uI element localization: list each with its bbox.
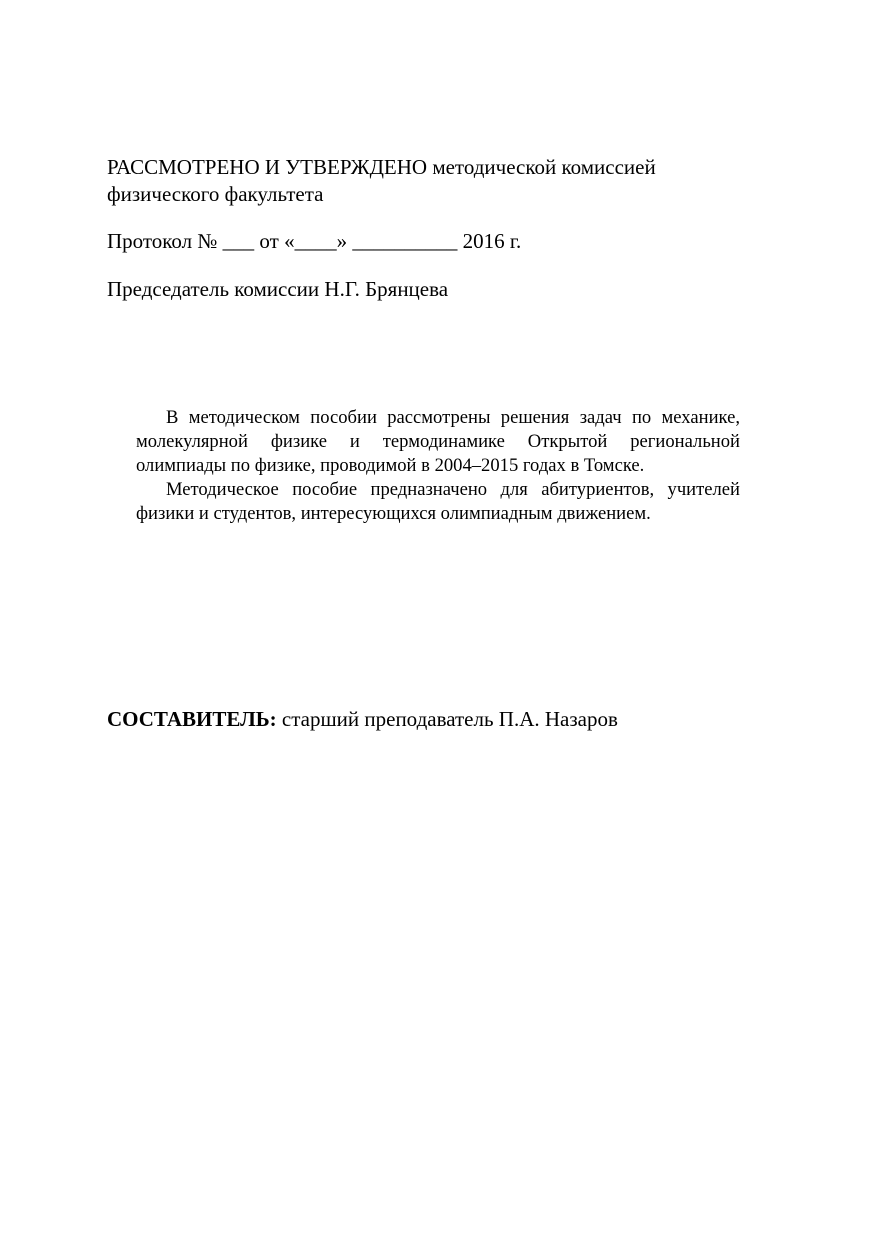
compiler-label: СОСТАВИТЕЛЬ: <box>107 707 277 731</box>
compiler-name: старший преподаватель П.А. Назаров <box>276 707 618 731</box>
annotation-paragraph-1: В методическом пособии рассмотрены решения задач по механике, молекулярной физике и термодинамике Открытой региональной олимпиады по физике, проводимой в 2004–2015 годах в Томске. <box>136 407 740 476</box>
approval-line-1: РАССМОТРЕНО И УТВЕРЖДЕНО методической комиссией <box>107 155 656 179</box>
approval-line-2: физического факультета <box>107 182 324 206</box>
protocol-line: Протокол № ___ от «____» __________ 2016 г. <box>107 229 522 253</box>
compiler-line <box>107 706 618 733</box>
annotation-block <box>136 406 740 526</box>
annotation-paragraph-2: Методическое пособие предназначено для абитуриентов, учителей физики и студентов, интересующихся олимпиадным движением. <box>136 479 740 524</box>
approval-statement <box>107 154 747 208</box>
commission-chair: Председатель комиссии Н.Г. Брянцева <box>107 277 449 301</box>
